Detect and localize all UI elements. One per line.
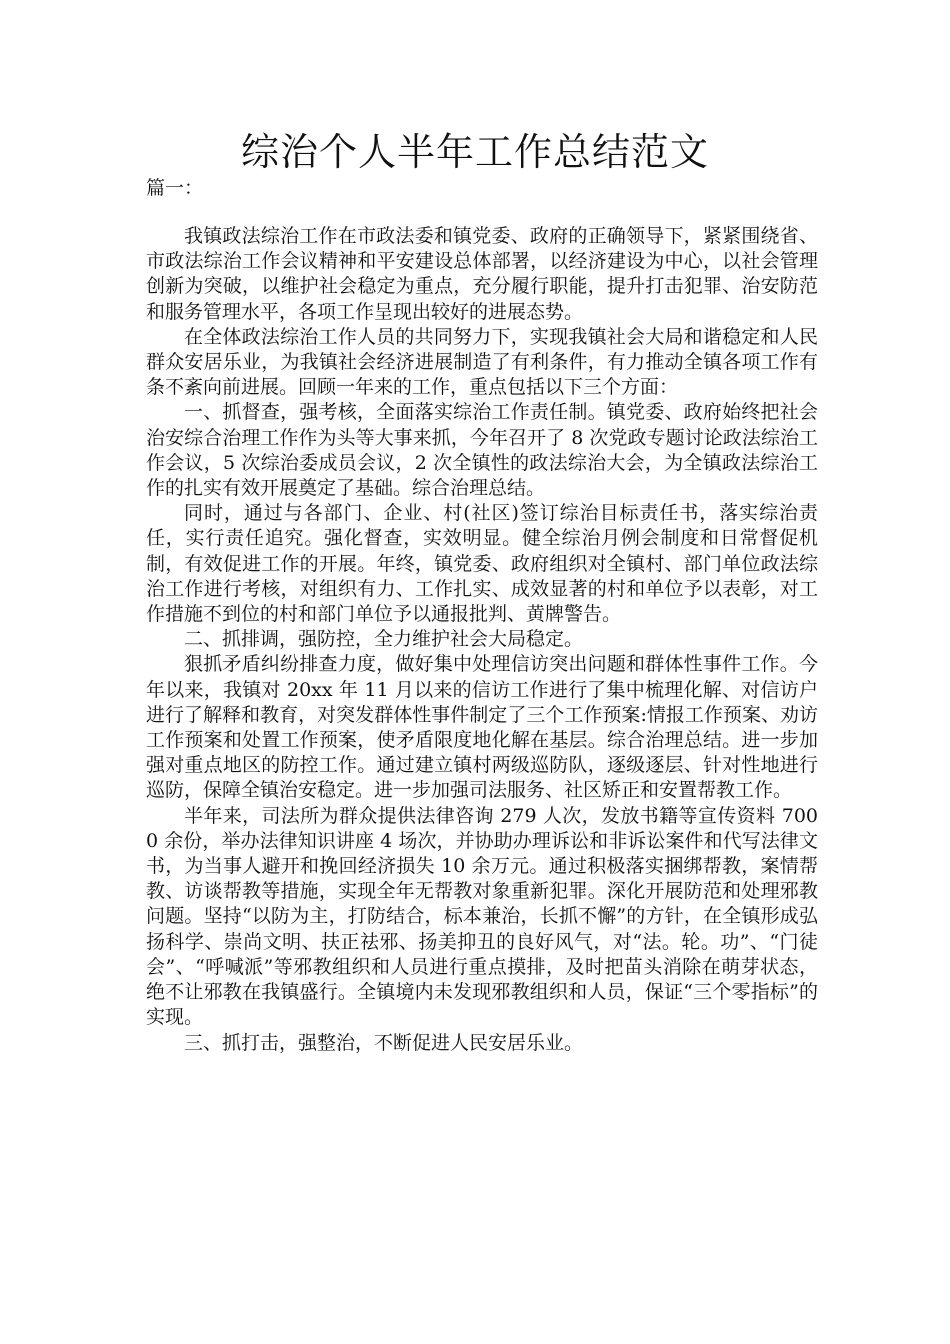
paragraph: 一、抓督查，强考核，全面落实综治工作责任制。镇党委、政府始终把社会治安综合治理工作作为头等大事来抓，今年召开了 8 次党政专题讨论政法综治工作会议，5 次综治委成员会议，2 次全镇性的政法综治大会，为全镇政法综治工作的扎实有效开展奠定了基础。综合治理总结。 <box>146 401 818 500</box>
section-heading: 三、抓打击，强整治，不断促进人民安居乐业。 <box>184 1031 584 1054</box>
paragraph: 我镇政法综治工作在市政法委和镇党委、政府的正确领导下，紧紧围绕省、市政法综治工作会议精神和平安建设总体部署，以经济建设为中心，以社会管理创新为突破，以维护社会稳定为重点，充分履行职能，提升打击犯罪、治安防范和服务管理水平，各项工作呈现出较好的进展态势。 <box>146 225 818 323</box>
paragraph: 狠抓矛盾纠纷排查力度，做好集中处理信访突出问题和群体性事件工作。今年以来，我镇对 20xx 年 11 月以来的信访工作进行了集中梳理化解、对信访户进行了解释和教育，对突发群体性事件制定了三个工作预案:情报工作预案、劝访工作预案和处置工作预案，使矛盾限度地化解在基层。综合治理总结。进一步加强对重点地区的防控工作。通过建立镇村两级巡防队，逐级逐层、针对性地进行巡防，保障全镇治安稳定。进一步加强司法服务、社区矫正和安置帮教工作。 <box>146 653 818 802</box>
document-title: 综治个人半年工作总结范文 <box>240 130 709 174</box>
document-body <box>146 224 818 1056</box>
paragraph: 同时，通过与各部门、企业、村(社区)签订综治目标责任书，落实综治责任，实行责任追究。强化督查，实效明显。健全综治月例会制度和日常督促机制，有效促进工作的开展。年终，镇党委、政府组织对全镇村、部门单位政法综治工作进行考核，对组织有力、工作扎实、成效显著的村和单位予以表彰，对工作措施不到位的村和部门单位予以通报批判、黄牌警告。 <box>146 502 818 626</box>
paragraph: 在全体政法综治工作人员的共同努力下，实现我镇社会大局和谐稳定和人民群众安居乐业，为我镇社会经济进展制造了有利条件，有力推动全镇各项工作有条不紊向前进展。回顾一年来的工作，重点包括以下三个方面： <box>146 325 818 399</box>
section-label: 篇一： <box>146 177 204 199</box>
section-heading: 二、抓排调，强防控，全力维护社会大局稳定。 <box>184 628 584 651</box>
paragraph: 半年来，司法所为群众提供法律咨询 279 人次，发放书籍等宣传资料 7000 余份，举办法律知识讲座 4 场次，并协助办理诉讼和非诉讼案件和代写法律文书，为当事人避开和挽回经济损失 10 余万元。通过积极落实捆绑帮教，案情帮教、访谈帮教等措施，实现全年无帮教对象重新犯罪。深化开展防范和处理邪教问题。坚持“以防为主，打防结合，标本兼治，长抓不懈”的方针，在全镇形成弘扬科学、崇尚文明、扶正祛邪、扬美抑丑的良好风气，对“法。轮。功”、“门徒会”、“呼喊派”等邪教组织和人员进行重点摸排，及时把苗头消除在萌芽状态，绝不让邪教在我镇盛行。全镇境内未发现邪教组织和人员，保证“三个零指标”的实现。 <box>146 804 818 1029</box>
